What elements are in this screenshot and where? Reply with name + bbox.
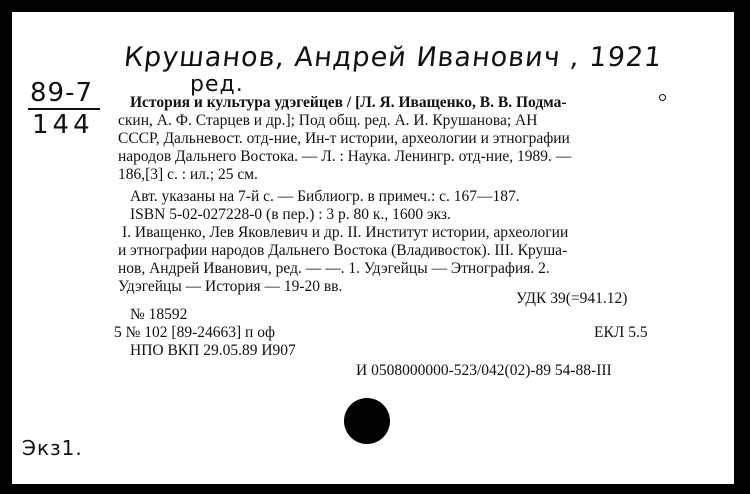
shelf-mark-bottom: 144 (32, 110, 94, 140)
small-circle-mark (659, 94, 666, 101)
catalog-card (12, 12, 734, 484)
record-title-line-2: скин, А. Ф. Старцев и др.]; Под общ. ред. А. И. Крушанова; АН (118, 112, 538, 129)
record-udk: УДК 39(=941.12) (516, 290, 628, 307)
record-index: И 0508000000-523/042(02)-89 54-88-III (356, 362, 612, 379)
record-title-line-5: 186,[3] с. : ил.; 25 см. (118, 166, 258, 183)
record-isbn: ISBN 5-02-027228-0 (в пер.) : 3 р. 80 к., 1600 экз. (130, 206, 451, 223)
shelf-mark-top: 89-7 (30, 78, 94, 108)
record-npo: НПО ВКП 29.05.89 И907 (130, 342, 296, 359)
handwritten-bottom-note: Экз1. (22, 436, 83, 460)
card-punch-hole (344, 398, 390, 444)
record-title-line-1: История и культура удэгейцев / [Л. Я. Иващенко, В. В. Подма- (130, 94, 567, 111)
record-order: 5 № 102 [89-24663] п оф (114, 324, 275, 341)
record-tracings-line-2: и этнографии народов Дальнего Востока (Владивосток). III. Крушa- (118, 242, 568, 259)
record-title-line-4: народов Дальнего Востока. — Л. : Наука. Ленингр. отд-ние, 1989. — (118, 148, 572, 165)
record-tracings-line-3: нов, Андрей Иванович, ред. — —. 1. Удэгейцы — Этнография. 2. (118, 260, 550, 277)
record-ekl: ЕКЛ 5.5 (594, 324, 648, 341)
record-tracings-line-4: Удэгейцы — История — 19-20 вв. (118, 278, 343, 295)
record-tracings-line-1: I. Иващенко, Лев Яковлевич и др. II. Институт истории, археологии (122, 224, 569, 241)
record-number: № 18592 (130, 306, 188, 323)
record-title-line-3: СССР, Дальневост. отд-ние, Ин-т истории, археологии и этнографии (118, 130, 570, 147)
handwritten-heading: Крушанов, Андрей Иванович , 1921 (122, 42, 664, 73)
handwritten-role: ред. (190, 72, 244, 97)
record-note: Авт. указаны на 7-й с. — Библиогр. в примеч.: с. 167—187. (130, 188, 520, 205)
